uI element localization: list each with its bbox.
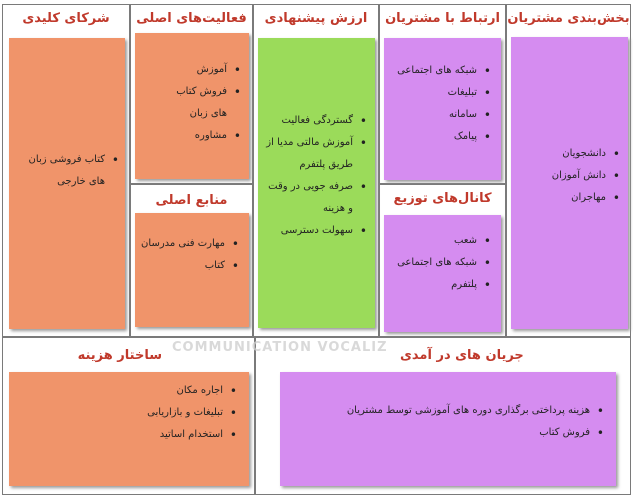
list-item: • پیامک (397, 126, 491, 148)
channels-cell (379, 184, 506, 337)
key-activities-cell (130, 4, 253, 184)
list-item: • سهولت دسترسی (263, 220, 367, 242)
list-item: • استخدام اساتید (147, 424, 237, 446)
list-item: • پلتفرم (397, 274, 491, 296)
cost-structure-title: ساختار هزینه (77, 348, 162, 363)
customer-relationships-title: ارتباط با مشتریان (385, 11, 500, 26)
list-item: • تبلیغات (397, 82, 491, 104)
customer-segments-box (511, 37, 628, 329)
list-item: • مهارت فنی مدرسان (141, 233, 239, 255)
key-resources-list (141, 233, 239, 277)
list-item: • گستردگی فعالیت (263, 110, 367, 132)
list-item: • شبکه های اجتماعی (397, 252, 491, 274)
list-item: • دانشجویان (552, 143, 620, 165)
key-partners-title: شرکای کلیدی (22, 11, 110, 26)
key-partners-box (9, 38, 125, 329)
revenue-streams-box (280, 372, 616, 486)
list-item: • فروش کتاب (347, 422, 604, 444)
customer-segments-cell (506, 4, 631, 337)
key-resources-cell (130, 184, 253, 337)
list-item: • هزینه پرداختی برگذاری دوره های آموزشی توسط مشتریان (347, 400, 604, 422)
value-proposition-cell (253, 4, 379, 337)
key-activities-title: فعالیت‌های اصلی (136, 11, 247, 26)
revenue-streams-list (347, 400, 604, 444)
list-item: • سامانه (397, 104, 491, 126)
revenue-streams-cell (255, 337, 631, 495)
list-item: • کتاب فروشی زبان های خارجی (21, 149, 119, 193)
key-partners-list (21, 149, 119, 193)
list-item: • مشاوره (159, 125, 241, 147)
list-item: • مهاجران (552, 187, 620, 209)
revenue-streams-title: جریان های در آمدی (400, 348, 524, 363)
value-proposition-list (263, 110, 367, 242)
list-item: • دانش آموزان (552, 165, 620, 187)
channels-box (384, 215, 501, 332)
key-activities-box (135, 33, 249, 179)
customer-relationships-box (384, 38, 501, 180)
list-item: • صرفه جویی در وقت و هزینه (263, 176, 367, 220)
cost-structure-list (147, 380, 237, 446)
key-resources-box (135, 213, 249, 327)
key-resources-title: منابع اصلی (155, 193, 228, 208)
key-partners-cell (2, 4, 130, 337)
cost-structure-box (9, 372, 249, 486)
list-item: • آموزش مالتی مدیا از طریق پلتفرم (263, 132, 367, 176)
watermark: COMMUNICATION VOCALIZ (172, 340, 388, 355)
value-proposition-box (258, 38, 375, 328)
list-item: • شعب (397, 230, 491, 252)
list-item: • تبلیغات و بازاریابی (147, 402, 237, 424)
list-item: • اجاره مکان (147, 380, 237, 402)
customer-segments-list (552, 143, 620, 209)
channels-list (397, 230, 491, 296)
cost-structure-cell (2, 337, 255, 495)
customer-relationships-cell (379, 4, 506, 184)
channels-title: کانال‌های توزیع (393, 191, 492, 206)
list-item: • فروش کتاب های زبان (159, 81, 241, 125)
customer-segments-title: بخش‌بندی مشتریان (507, 11, 630, 26)
customer-relationships-list (397, 60, 491, 148)
list-item: • آموزش (159, 59, 241, 81)
list-item: • شبکه های اجتماعی (397, 60, 491, 82)
key-activities-list (159, 59, 241, 147)
value-proposition-title: ارزش پیشنهادی (264, 11, 368, 26)
list-item: • کتاب (141, 255, 239, 277)
